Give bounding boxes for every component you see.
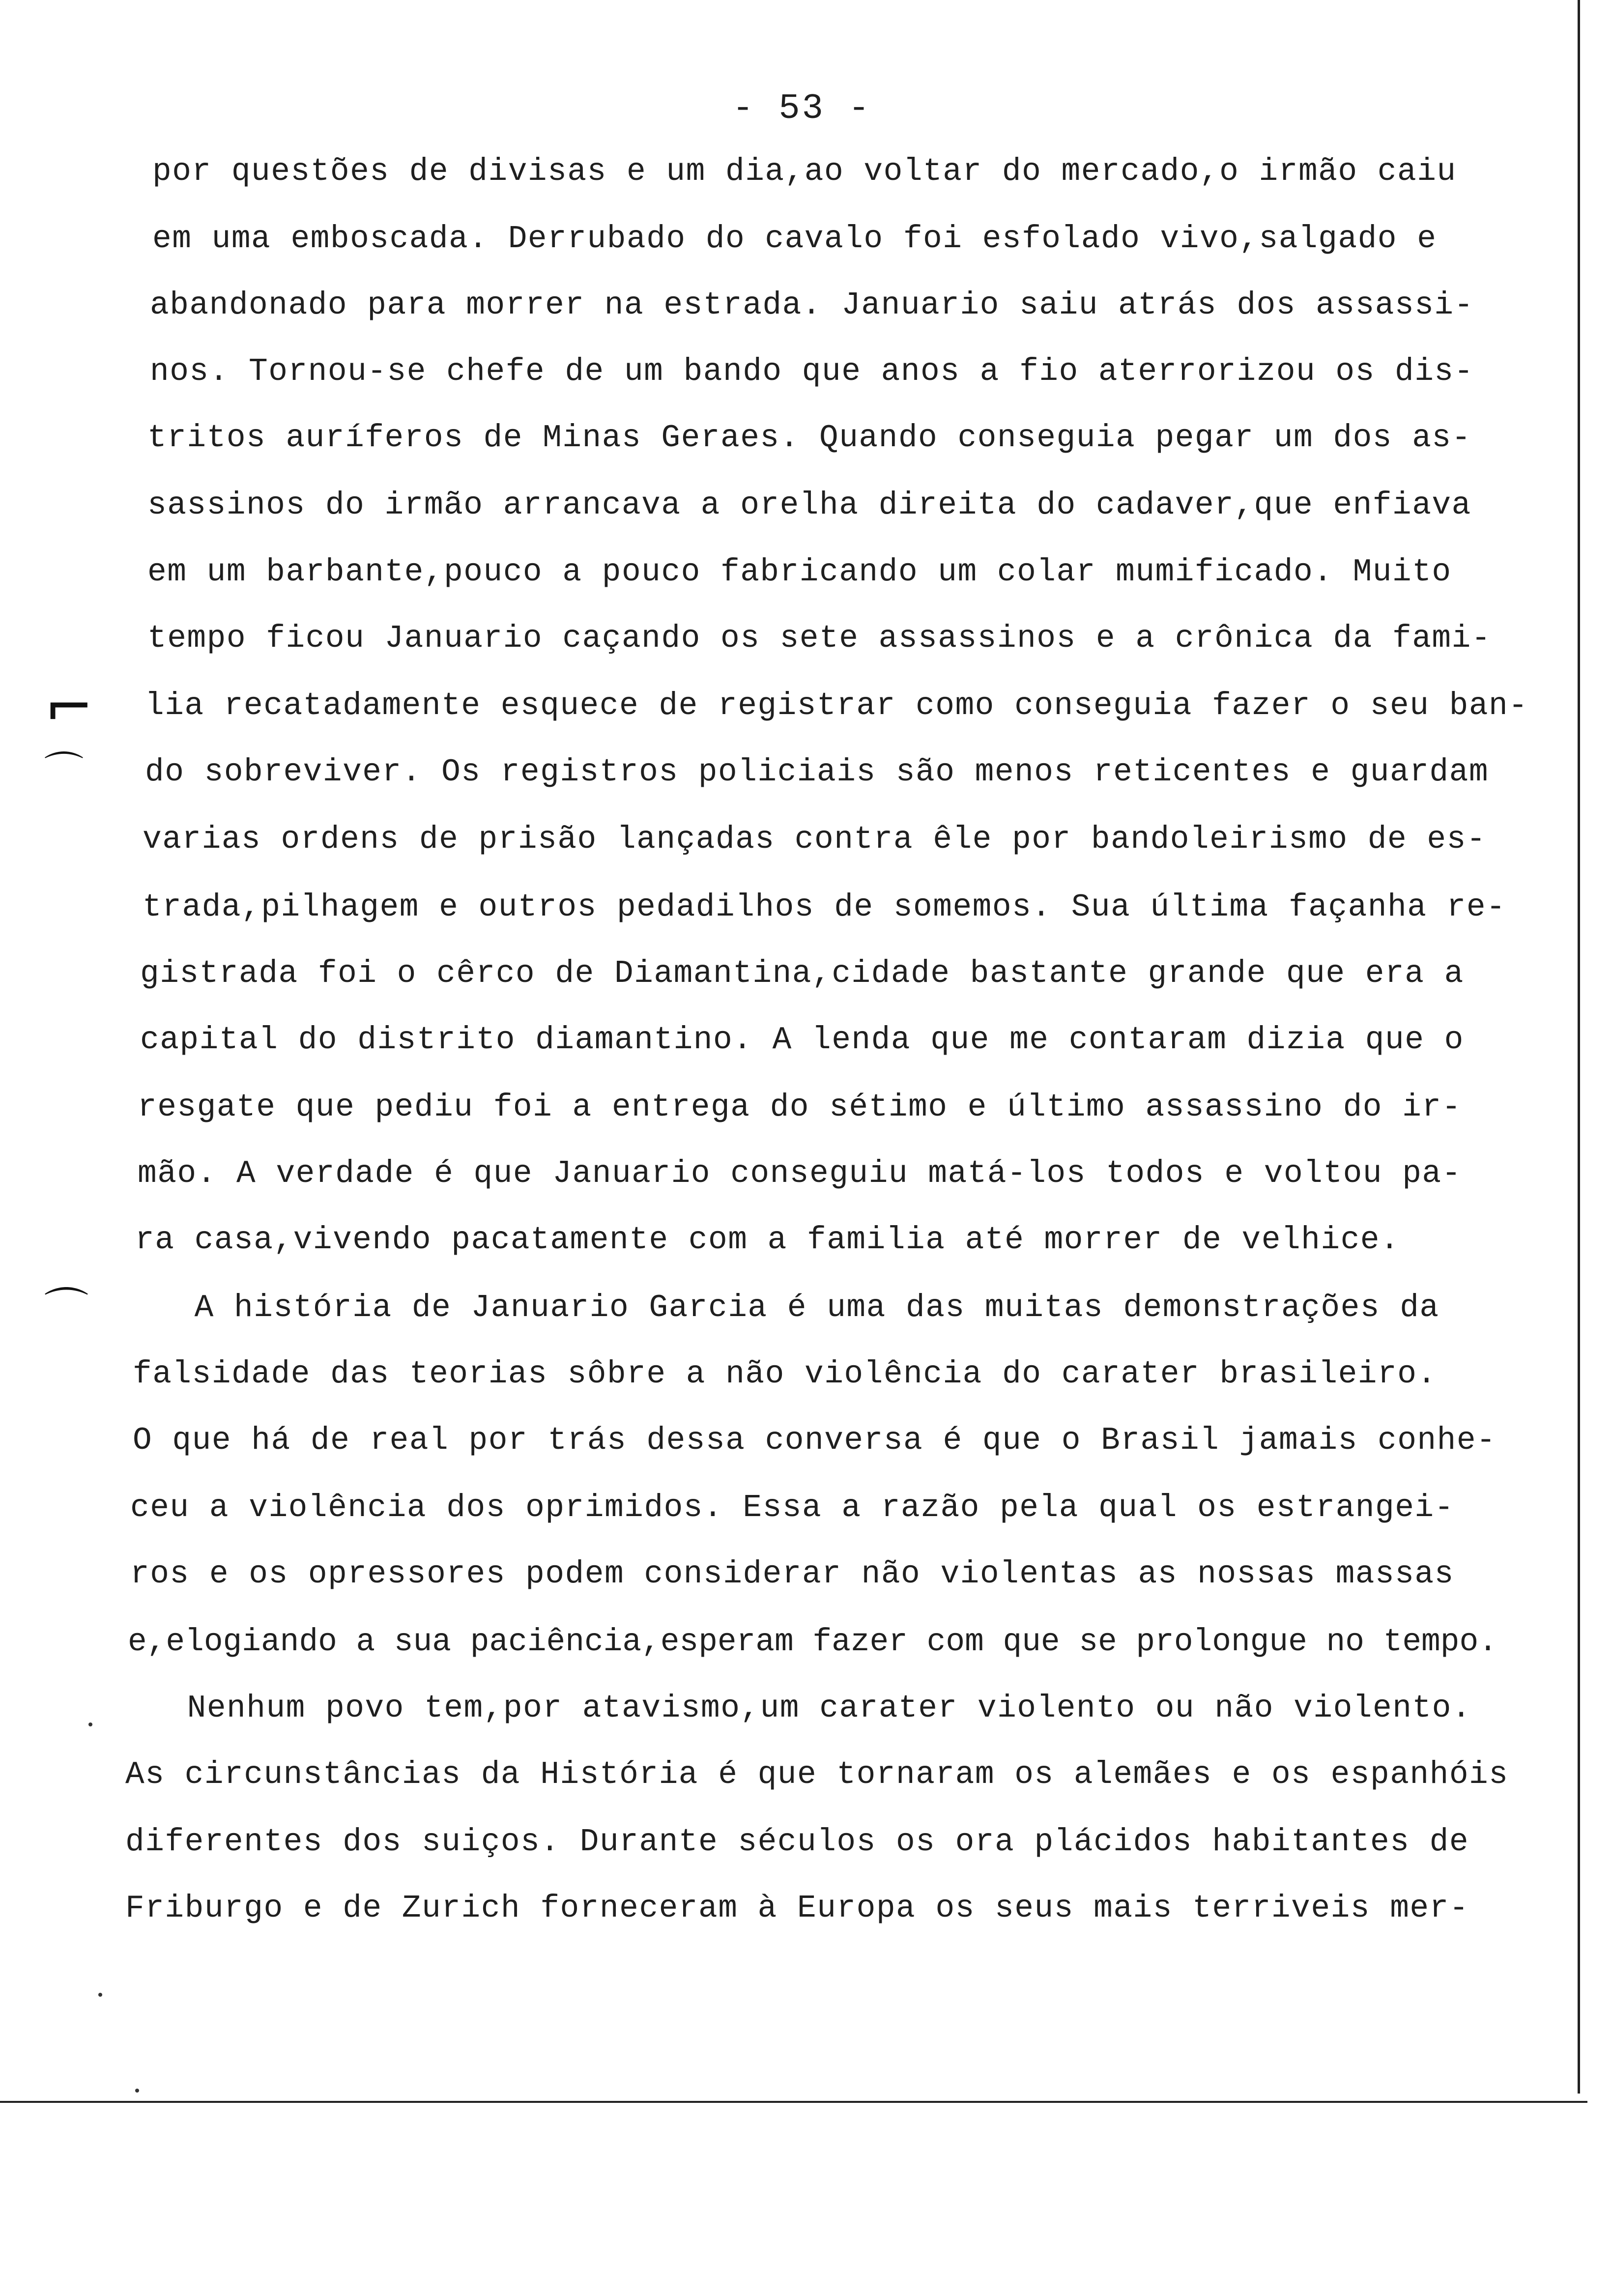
text-line: sassinos do irmão arrancava a orelha direita do cadaver,que enfiava: [147, 488, 1471, 523]
text-line: gistrada foi o cêrco de Diamantina,cidade bastante grande que era a: [140, 956, 1464, 992]
text-line: trada,pilhagem e outros pedadilhos de somemos. Sua última façanha re-: [143, 890, 1506, 925]
right-rule: [1578, 0, 1580, 2094]
text-line: falsidade das teorias sôbre a não violência do carater brasileiro.: [133, 1356, 1437, 1392]
margin-mark: ⌒: [44, 1284, 88, 1335]
speck: [88, 1722, 92, 1726]
text-line: lia recatadamente esquece de registrar como conseguia fazer o seu ban-: [145, 688, 1528, 724]
text-line: ra casa,vivendo pacatamente com a familia até morrer de velhice.: [135, 1222, 1400, 1258]
text-line: e,elogiando a sua paciência,esperam fazer com que se prolongue no tempo.: [128, 1624, 1497, 1660]
text-line: Nenhum povo tem,por atavismo,um carater violento ou não violento.: [128, 1691, 1472, 1726]
text-line: abandonado para morrer na estrada. Januario saiu atrás dos assassi-: [150, 287, 1474, 323]
text-line: capital do distrito diamantino. A lenda que me contaram dizia que o: [140, 1022, 1464, 1058]
text-line: em uma emboscada. Derrubado do cavalo foi esfolado vivo,salgado e: [152, 221, 1437, 257]
speck: [135, 2089, 139, 2093]
text-line: O que há de real por trás dessa conversa é que o Brasil jamais conhe-: [133, 1423, 1497, 1459]
text-line: mão. A verdade é que Januario conseguiu matá-los todos e voltou pa-: [138, 1156, 1462, 1192]
text-line: do sobreviver. Os registros policiais são menos reticentes e guardam: [145, 754, 1489, 790]
page-number: - 53 -: [732, 88, 872, 129]
text-line: nos. Tornou-se chefe de um bando que anos a fio aterrorizou os dis-: [150, 354, 1474, 390]
speck: [98, 1993, 102, 1997]
margin-mark: ⌐: [44, 673, 94, 742]
text-line: ros e os opressores podem considerar não violentas as nossas massas: [130, 1556, 1454, 1592]
text-line: varias ordens de prisão lançadas contra êle por bandoleirismo de es-: [143, 822, 1487, 858]
text-line: ceu a violência dos oprimidos. Essa a razão pela qual os estrangei-: [130, 1490, 1454, 1526]
text-line: Friburgo e de Zurich forneceram à Europa os seus mais terriveis mer-: [125, 1891, 1469, 1926]
text-line: tempo ficou Januario caçando os sete assassinos e a crônica da fami-: [147, 621, 1492, 657]
text-line: tritos auríferos de Minas Geraes. Quando conseguia pegar um dos as-: [147, 420, 1471, 456]
bottom-rule: [0, 2101, 1587, 2103]
text-line: A história de Januario Garcia é uma das muitas demonstrações da: [135, 1290, 1439, 1326]
text-line: As circunstâncias da História é que tornaram os alemães e os espanhóis: [125, 1757, 1509, 1793]
margin-mark: ⌒: [44, 748, 84, 794]
text-line: por questões de divisas e um dia,ao voltar do mercado,o irmão caiu: [152, 154, 1457, 190]
text-line: em um barbante,pouco a pouco fabricando um colar mumificado. Muito: [147, 554, 1452, 590]
text-line: diferentes dos suiços. Durante séculos os ora plácidos habitantes de: [125, 1824, 1469, 1860]
text-line: resgate que pediu foi a entrega do sétimo e último assassino do ir-: [138, 1090, 1462, 1125]
